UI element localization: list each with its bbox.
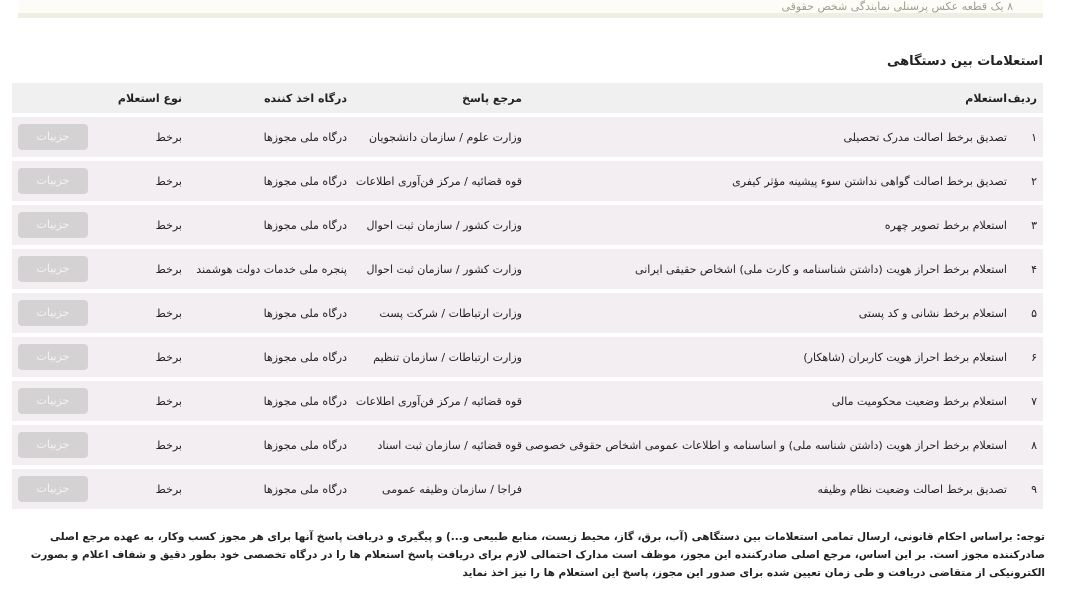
cell-responder: وزارت کشور / سازمان ثبت احوال [353,249,528,289]
cell-gateway: پنجره ملی خدمات دولت هوشمند [188,249,353,289]
cell-responder: قوه قضائیه / مرکز فن‌آوری اطلاعات [353,381,528,421]
cell-responder: وزارت ارتباطات / شرکت پست [353,293,528,333]
cell-type: برخط [108,293,188,333]
cell-type: برخط [108,469,188,509]
cell-gateway: درگاه ملی مجوزها [188,205,353,245]
cell-index: ۵ [1013,293,1043,333]
section-title: استعلامات بین دستگاهی [886,54,1043,69]
cell-inquiry: تصدیق برخط اصالت مدرک تحصیلی [528,117,1013,157]
header-responder: مرجع پاسخ [353,83,528,113]
cell-actions [12,425,108,465]
cell-index: ۹ [1013,469,1043,509]
cell-type: برخط [108,425,188,465]
cell-type: برخط [108,205,188,245]
header-inquiry: استعلام [528,83,1013,113]
table-row [12,425,1043,465]
cell-actions [12,293,108,333]
cell-type: برخط [108,161,188,201]
cell-inquiry: استعلام برخط نشانی و کد پستی [528,293,1013,333]
details-button[interactable]: جزییات [18,432,88,458]
cell-inquiry: تصدیق برخط اصالت وضعیت نظام وظیفه [528,469,1013,509]
cell-responder: وزارت علوم / سازمان دانشجویان [353,117,528,157]
header-gateway: درگاه اخذ کننده [188,83,353,113]
header-actions [12,83,108,113]
details-button[interactable]: جزییات [18,124,88,150]
table-row [12,117,1043,157]
details-button[interactable]: جزییات [18,388,88,414]
cell-inquiry: استعلام برخط احراز هویت (داشتن شناسنامه و کارت ملی) اشخاص حقیقی ایرانی [528,249,1013,289]
cell-inquiry: استعلام برخط احراز هویت کاربران (شاهکار) [528,337,1013,377]
table-row [12,249,1043,289]
cell-gateway: درگاه ملی مجوزها [188,293,353,333]
table-row [12,469,1043,509]
details-button[interactable]: جزییات [18,256,88,282]
inquiries-table [12,79,1043,513]
legal-note: توجه: براساس احکام قانونی، ارسال تمامی استعلامات بین دستگاهی (آب، برق، گاز، محیط زیست، منابع طبیعی و...) و پیگیری و دریافت پاسخ آنها برای هر مجوز کسب وکار، به عهده مرجع اصلی صادرکننده مجوز است. بر این اساس، مرجع اصلی صادرکننده این مجوز، موظف است مدارک احتمالی لازم برای دریافت پاسخ استعلام ها را در درگاه تخصصی خود بطور دقیق و شفاف اعلام و بصورت الکترونیکی از متقاضی دریافت و طی زمان تعیین شده برای صدور این مجوز، پاسخ این استعلام ها را نیز اخذ نماید [30,531,1045,579]
cell-index: ۶ [1013,337,1043,377]
details-button[interactable]: جزییات [18,212,88,238]
cell-gateway: درگاه ملی مجوزها [188,117,353,157]
cell-index: ۲ [1013,161,1043,201]
cell-gateway: درگاه ملی مجوزها [188,425,353,465]
cell-actions [12,249,108,289]
cell-responder: قوه قضائیه / مرکز فن‌آوری اطلاعات [353,161,528,201]
table-header [12,83,1043,113]
cell-responder: قوه قضائیه / سازمان ثبت اسناد [353,425,528,465]
cell-actions [12,469,108,509]
cell-type: برخط [108,381,188,421]
cell-actions [12,381,108,421]
cell-actions [12,161,108,201]
cell-index: ۸ [1013,425,1043,465]
cell-gateway: درگاه ملی مجوزها [188,337,353,377]
table-row [12,205,1043,245]
table-row [12,161,1043,201]
details-button[interactable]: جزییات [18,476,88,502]
details-button[interactable]: جزییات [18,344,88,370]
cell-gateway: درگاه ملی مجوزها [188,469,353,509]
cell-inquiry: استعلام برخط وضعیت محکومیت مالی [528,381,1013,421]
cell-index: ۱ [1013,117,1043,157]
cell-index: ۴ [1013,249,1043,289]
details-button[interactable]: جزییات [18,168,88,194]
cell-actions [12,205,108,245]
cell-index: ۷ [1013,381,1043,421]
cell-type: برخط [108,249,188,289]
cell-gateway: درگاه ملی مجوزها [188,381,353,421]
header-type: نوع استعلام [108,83,188,113]
cell-index: ۳ [1013,205,1043,245]
previous-section-row [18,0,1043,13]
cell-responder: وزارت کشور / سازمان ثبت احوال [353,205,528,245]
cell-responder: فراجا / سازمان وظیفه عمومی [353,469,528,509]
previous-row-text: ۸ یک قطعه عکس پرسنلی نمایندگی شخص حقوقی [781,0,1013,13]
cell-actions [12,337,108,377]
cell-type: برخط [108,117,188,157]
table-row [12,337,1043,377]
cell-inquiry: استعلام برخط احراز هویت (داشتن شناسه ملی) و اساسنامه و اطلاعات عمومی اشخاص حقوقی خصوصی [528,425,1013,465]
previous-section-footer [18,13,1043,18]
cell-inquiry: استعلام برخط تصویر چهره [528,205,1013,245]
cell-inquiry: تصدیق برخط اصالت گواهی نداشتن سوء پیشینه مؤثر کیفری [528,161,1013,201]
table-row [12,293,1043,333]
cell-type: برخط [108,337,188,377]
cell-gateway: درگاه ملی مجوزها [188,161,353,201]
table-row [12,381,1043,421]
header-index: ردیف [1013,83,1043,113]
cell-responder: وزارت ارتباطات / سازمان تنظیم [353,337,528,377]
details-button[interactable]: جزییات [18,300,88,326]
cell-actions [12,117,108,157]
